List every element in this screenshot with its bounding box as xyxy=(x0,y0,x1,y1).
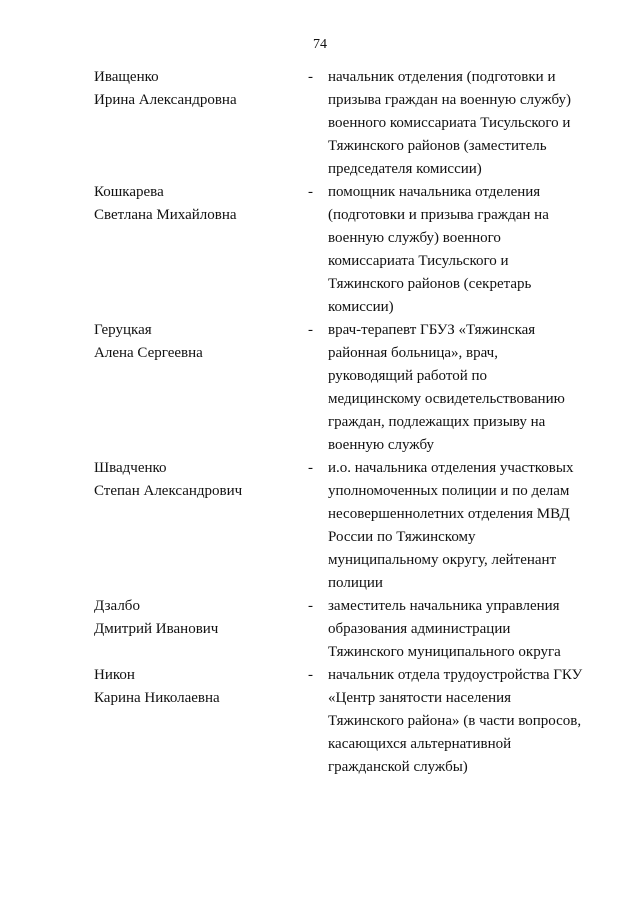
role-line: военного комиссариата Тисульского и xyxy=(328,115,571,131)
member-given-names: Дмитрий Иванович xyxy=(94,621,219,637)
role-line: военную службу xyxy=(328,437,435,453)
role-line: (подготовки и призыва граждан на xyxy=(328,207,549,223)
member-entry xyxy=(94,319,594,457)
role-line: граждан, подлежащих призыву на xyxy=(328,414,546,430)
member-role xyxy=(328,595,583,664)
member-surname: Швадченко xyxy=(94,460,167,476)
member-name xyxy=(94,181,308,227)
role-line: Тяжинского районов (заместитель xyxy=(328,138,547,154)
role-line: Тяжинского районов (секретарь xyxy=(328,276,532,292)
role-line: районная больница», врач, xyxy=(328,345,498,361)
role-line: касающихся альтернативной xyxy=(328,736,512,752)
member-entry xyxy=(94,595,594,664)
role-line: несовершеннолетних отделения МВД xyxy=(328,506,570,522)
role-line: призыва граждан на военную службу) xyxy=(328,92,572,108)
role-line: Тяжинского муниципального округа xyxy=(328,644,561,660)
member-entry xyxy=(94,66,594,181)
role-line: помощник начальника отделения xyxy=(328,184,541,200)
role-line: полиции xyxy=(328,575,383,591)
role-line: образования администрации xyxy=(328,621,511,637)
member-surname: Дзалбо xyxy=(94,598,140,614)
role-line: начальник отделения (подготовки и xyxy=(328,69,556,85)
member-surname: Никон xyxy=(94,667,135,683)
role-line: гражданской службы) xyxy=(328,759,468,775)
separator-dash: - xyxy=(308,184,313,200)
role-line: и.о. начальника отделения участковых xyxy=(328,460,574,476)
member-name xyxy=(94,319,308,365)
role-line: военную службу) военного xyxy=(328,230,501,246)
separator-dash: - xyxy=(308,598,313,614)
page-number: 74 xyxy=(313,37,327,52)
role-line: врач-терапевт ГБУЗ «Тяжинская xyxy=(328,322,536,338)
separator-dash: - xyxy=(308,667,313,683)
commission-member-list xyxy=(94,66,594,779)
member-surname: Геруцкая xyxy=(94,322,152,338)
member-entry xyxy=(94,181,594,319)
member-given-names: Светлана Михайловна xyxy=(94,207,237,223)
member-role xyxy=(328,181,583,319)
member-name xyxy=(94,664,308,710)
member-surname: Кошкарева xyxy=(94,184,164,200)
role-line: уполномоченных полиции и по делам xyxy=(328,483,570,499)
member-given-names: Алена Сергеевна xyxy=(94,345,203,361)
member-given-names: Степан Александрович xyxy=(94,483,243,499)
member-entry xyxy=(94,664,594,779)
member-role xyxy=(328,66,583,181)
separator-dash: - xyxy=(308,69,313,85)
member-given-names: Карина Николаевна xyxy=(94,690,220,706)
role-line: заместитель начальника управления xyxy=(328,598,560,614)
separator-dash: - xyxy=(308,322,313,338)
member-name xyxy=(94,66,308,112)
member-role xyxy=(328,664,583,779)
role-line: муниципальному округу, лейтенант xyxy=(328,552,557,568)
role-line: России по Тяжинскому xyxy=(328,529,476,545)
role-line: «Центр занятости населения xyxy=(328,690,512,706)
role-line: Тяжинского района» (в части вопросов, xyxy=(328,713,582,729)
member-name xyxy=(94,595,308,641)
role-line: начальник отдела трудоустройства ГКУ xyxy=(328,667,583,683)
role-line: медицинскому освидетельствованию xyxy=(328,391,565,407)
member-surname: Иващенко xyxy=(94,69,159,85)
member-name xyxy=(94,457,308,503)
member-given-names: Ирина Александровна xyxy=(94,92,237,108)
role-line: комиссии) xyxy=(328,299,394,315)
separator-dash: - xyxy=(308,460,313,476)
member-entry xyxy=(94,457,594,595)
role-line: руководящий работой по xyxy=(328,368,488,384)
member-role xyxy=(328,457,583,595)
role-line: комиссариата Тисульского и xyxy=(328,253,509,269)
role-line: председателя комиссии) xyxy=(328,161,482,177)
member-role xyxy=(328,319,583,457)
